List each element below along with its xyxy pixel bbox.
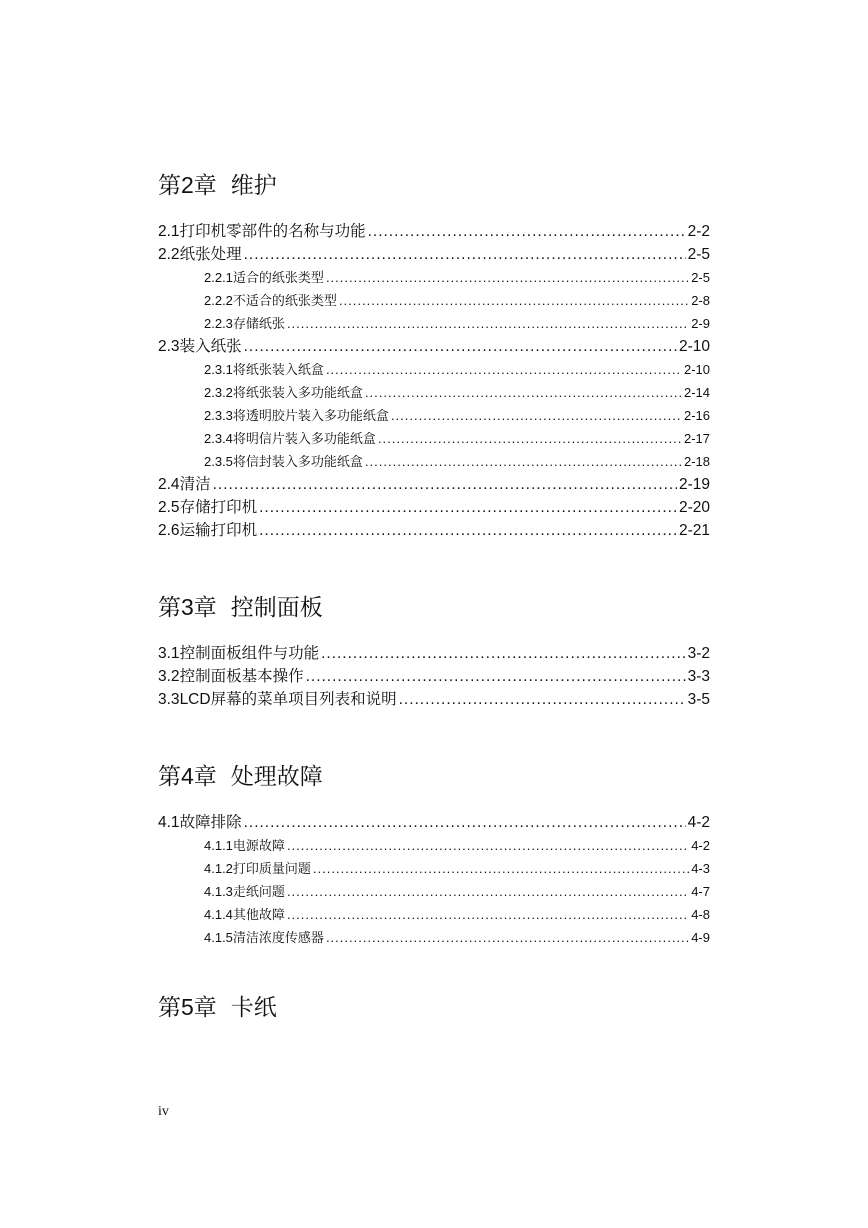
toc-entry-4-1[interactable]: 4.1 故障排除 ..... 4-2 (158, 811, 710, 834)
toc-entry-2-6[interactable]: 2.6 运输打印机 ..... 2-21 (158, 519, 710, 542)
toc-entry-2-3-3[interactable]: 2.3.3 将透明胶片装入多功能纸盒 ..... 2-16 (158, 404, 710, 427)
toc-entry-2-2-3[interactable]: 2.2.3 存储纸张 ..... 2-9 (158, 312, 710, 335)
toc-entry-3-2[interactable]: 3.2 控制面板基本操作 ..... 3-3 (158, 665, 710, 688)
chapter-title: 第5章 卡纸 (158, 994, 277, 1020)
chapter-2 (158, 170, 710, 542)
toc-entry-4-1-4[interactable]: 4.1.4 其他故障 ..... 4-8 (158, 903, 710, 926)
toc-entry-4-1-2[interactable]: 4.1.2 打印质量问题 ..... 4-3 (158, 857, 710, 880)
toc-entry-2-3-1[interactable]: 2.3.1 将纸张装入纸盒 ..... 2-10 (158, 358, 710, 381)
toc-entry-2-2[interactable]: 2.2 纸张处理 ..... 2-5 (158, 243, 710, 266)
toc-entry-4-1-1[interactable]: 4.1.1 电源故障 ..... 4-2 (158, 834, 710, 857)
toc-entry-2-3-4[interactable]: 2.3.4 将明信片装入多功能纸盒 ..... 2-17 (158, 427, 710, 450)
toc-entry-2-3-5[interactable]: 2.3.5 将信封装入多功能纸盒 ..... 2-18 (158, 450, 710, 473)
toc-entries (158, 642, 710, 711)
chapter-title: 第3章 控制面板 (158, 594, 323, 620)
toc-entry-2-3-2[interactable]: 2.3.2 将纸张装入多功能纸盒 ..... 2-14 (158, 381, 710, 404)
toc-entry-2-5[interactable]: 2.5 存储打印机 ..... 2-20 (158, 496, 710, 519)
toc-entries (158, 220, 710, 542)
chapter-5 (158, 992, 710, 1022)
toc-entries (158, 811, 710, 949)
toc-entry-2-3[interactable]: 2.3 装入纸张 ..... 2-10 (158, 335, 710, 358)
toc-entry-3-3[interactable]: 3.3 LCD屏幕的菜单项目列表和说明 ..... 3-5 (158, 688, 710, 711)
toc-entry-2-1[interactable]: 2.1 打印机零部件的名称与功能 ..... 2-2 (158, 220, 710, 243)
toc-entry-3-1[interactable]: 3.1 控制面板组件与功能 ..... 3-2 (158, 642, 710, 665)
chapter-title: 第2章 维护 (158, 172, 277, 198)
toc-entry-2-2-1[interactable]: 2.2.1 适合的纸张类型 ..... 2-5 (158, 266, 710, 289)
page-number: iv (158, 1104, 169, 1119)
toc-entry-4-1-5[interactable]: 4.1.5 清洁浓度传感器 ..... 4-9 (158, 926, 710, 949)
toc-entry-2-4[interactable]: 2.4 清洁 ..... 2-19 (158, 473, 710, 496)
toc-entry-2-2-2[interactable]: 2.2.2 不适合的纸张类型 ..... 2-8 (158, 289, 710, 312)
toc-entry-4-1-3[interactable]: 4.1.3 走纸问题 ..... 4-7 (158, 880, 710, 903)
chapter-3 (158, 592, 710, 711)
chapter-title: 第4章 处理故障 (158, 763, 323, 789)
chapter-4 (158, 761, 710, 949)
